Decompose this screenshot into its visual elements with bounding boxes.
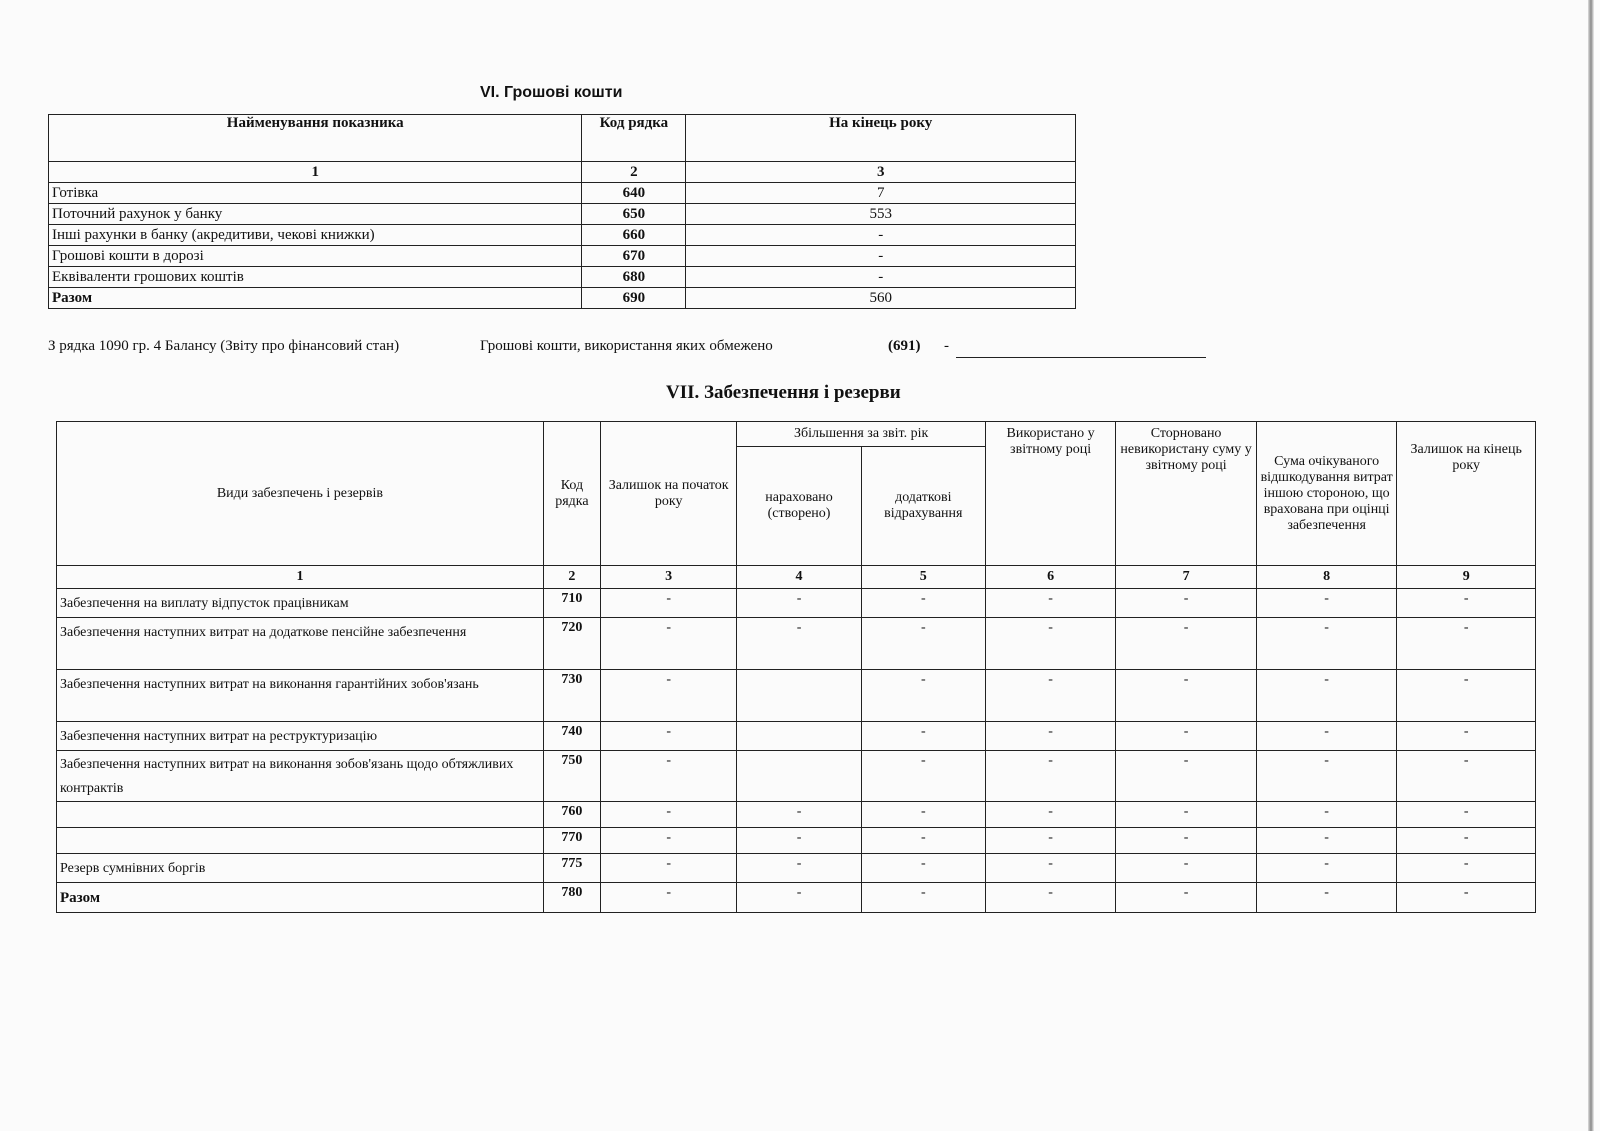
colnum: 1	[57, 566, 544, 589]
colnum: 3	[600, 566, 736, 589]
section7-title: VII. Забезпечення і резерви	[666, 382, 901, 403]
colnum: 8	[1256, 566, 1397, 589]
cell: -	[1397, 722, 1536, 751]
cell: -	[1256, 618, 1397, 670]
row-name: Забезпечення на виплату відпусток працівникам	[57, 589, 544, 618]
row-code: 770	[543, 828, 600, 854]
cell: -	[1397, 751, 1536, 802]
cell: -	[861, 722, 985, 751]
header-start: Залишок на початок року	[600, 422, 736, 566]
cell: -	[861, 751, 985, 802]
cell: -	[1397, 854, 1536, 883]
table-row	[57, 751, 1536, 802]
row-name: Грошові кошти в дорозі	[49, 246, 582, 267]
cell: -	[985, 828, 1115, 854]
row-code: 720	[543, 618, 600, 670]
underline	[956, 357, 1206, 358]
header-kinds: Види забезпечень і резервів	[57, 422, 544, 566]
cell: -	[1116, 589, 1257, 618]
header-accrued: нараховано (створено)	[737, 447, 861, 566]
cell: -	[861, 589, 985, 618]
cell	[737, 751, 861, 802]
cell: -	[737, 883, 861, 913]
header-end: На кінець року	[686, 115, 1076, 162]
cell: -	[1256, 722, 1397, 751]
header-code: Код рядка	[543, 422, 600, 566]
row-name	[57, 802, 544, 828]
header-end: Залишок на кінець року	[1397, 422, 1536, 566]
header-code: Код рядка	[582, 115, 686, 162]
cell: -	[1116, 883, 1257, 913]
cell: -	[861, 854, 985, 883]
row-code: 690	[582, 288, 686, 309]
cell: -	[1397, 589, 1536, 618]
row-name: Забезпечення наступних витрат на додаткове пенсійне забезпечення	[57, 618, 544, 670]
row-code: 670	[582, 246, 686, 267]
cell: -	[1116, 618, 1257, 670]
section6-title: VI. Грошові кошти	[480, 84, 623, 101]
cell: -	[861, 618, 985, 670]
cell	[737, 722, 861, 751]
cell: -	[1116, 802, 1257, 828]
cell: -	[600, 854, 736, 883]
cell: -	[737, 854, 861, 883]
header-name: Найменування показника	[49, 115, 582, 162]
note-value: -	[944, 338, 949, 354]
row-code: 660	[582, 225, 686, 246]
cell: -	[1116, 751, 1257, 802]
cell: -	[861, 670, 985, 722]
row-name: Резерв сумнівних боргів	[57, 854, 544, 883]
row-code: 775	[543, 854, 600, 883]
cell: -	[985, 751, 1115, 802]
cell: -	[861, 802, 985, 828]
row-name: Разом	[49, 288, 582, 309]
cell: -	[1256, 589, 1397, 618]
table-row	[57, 802, 1536, 828]
row-value: 560	[686, 288, 1076, 309]
table-row	[49, 225, 1076, 246]
cell: -	[1116, 670, 1257, 722]
row-name: Забезпечення наступних витрат на виконання зобов'язань щодо обтяжливих контрактів	[57, 751, 544, 802]
header-increase: Збільшення за звіт. рік	[737, 422, 986, 447]
colnum: 2	[543, 566, 600, 589]
colnum: 1	[49, 162, 582, 183]
cell: -	[861, 828, 985, 854]
cell: -	[737, 828, 861, 854]
cell: -	[737, 618, 861, 670]
note-mid: Грошові кошти, використання яких обмежено	[480, 338, 773, 354]
row-code: 730	[543, 670, 600, 722]
table-row	[57, 670, 1536, 722]
table-row	[57, 589, 1536, 618]
cell: -	[985, 722, 1115, 751]
colnum: 9	[1397, 566, 1536, 589]
row-code: 740	[543, 722, 600, 751]
row-value: 7	[686, 183, 1076, 204]
header-used: Використано у звітному році	[985, 422, 1115, 566]
cell: -	[1256, 751, 1397, 802]
row-code: 760	[543, 802, 600, 828]
cell: -	[1116, 854, 1257, 883]
cell: -	[737, 802, 861, 828]
note-left: З рядка 1090 гр. 4 Балансу (Звіту про фінансовий стан)	[48, 338, 400, 354]
header-additional: додаткові відрахування	[861, 447, 985, 566]
colnum: 7	[1116, 566, 1257, 589]
cash-table	[48, 114, 1076, 309]
colnum: 3	[686, 162, 1076, 183]
cell: -	[737, 589, 861, 618]
cell: -	[600, 828, 736, 854]
colnum: 5	[861, 566, 985, 589]
row-code: 780	[543, 883, 600, 913]
cell: -	[1397, 618, 1536, 670]
row-code: 710	[543, 589, 600, 618]
colnum: 6	[985, 566, 1115, 589]
note-code: (691)	[888, 338, 921, 354]
cell	[737, 670, 861, 722]
table-row	[57, 828, 1536, 854]
page-edge	[1588, 0, 1594, 1131]
cell: -	[985, 802, 1115, 828]
cell: -	[985, 618, 1115, 670]
cell: -	[1256, 828, 1397, 854]
cell: -	[600, 802, 736, 828]
cash-header-row	[49, 115, 1076, 162]
total-row	[49, 288, 1076, 309]
row-name: Забезпечення наступних витрат на реструктуризацію	[57, 722, 544, 751]
cell: -	[985, 589, 1115, 618]
table-row	[49, 246, 1076, 267]
table-row	[57, 854, 1536, 883]
table-row	[57, 618, 1536, 670]
row-code: 680	[582, 267, 686, 288]
cell: -	[1256, 670, 1397, 722]
header-reversed: Сторновано невикористану суму у звітному році	[1116, 422, 1257, 566]
header-expected: Сума очікуваного відшкодування витрат іншою стороною, що врахована при оцінці забезпечення	[1256, 422, 1397, 566]
row-code: 750	[543, 751, 600, 802]
cell: -	[1256, 802, 1397, 828]
cell: -	[861, 883, 985, 913]
row-name: Забезпечення наступних витрат на виконання гарантійних зобов'язань	[57, 670, 544, 722]
cell: -	[1116, 828, 1257, 854]
row-name	[57, 828, 544, 854]
cell: -	[985, 854, 1115, 883]
colnum: 4	[737, 566, 861, 589]
colnum: 2	[582, 162, 686, 183]
table-row	[49, 267, 1076, 288]
cell: -	[1256, 883, 1397, 913]
cell: -	[1397, 802, 1536, 828]
provisions-table	[56, 421, 1536, 913]
row-value: -	[686, 225, 1076, 246]
provisions-header-row	[57, 422, 1536, 447]
row-name: Поточний рахунок у банку	[49, 204, 582, 225]
row-value: -	[686, 246, 1076, 267]
table-row	[49, 204, 1076, 225]
row-name: Еквіваленти грошових коштів	[49, 267, 582, 288]
cell: -	[600, 670, 736, 722]
cell: -	[600, 751, 736, 802]
row-value: -	[686, 267, 1076, 288]
cash-colnum-row	[49, 162, 1076, 183]
cell: -	[1116, 722, 1257, 751]
cell: -	[985, 670, 1115, 722]
row-name: Інші рахунки в банку (акредитиви, чекові книжки)	[49, 225, 582, 246]
row-code: 650	[582, 204, 686, 225]
total-row	[57, 883, 1536, 913]
cell: -	[985, 883, 1115, 913]
row-name: Разом	[57, 883, 544, 913]
cell: -	[1256, 854, 1397, 883]
row-value: 553	[686, 204, 1076, 225]
cell: -	[600, 589, 736, 618]
row-code: 640	[582, 183, 686, 204]
cell: -	[1397, 828, 1536, 854]
cell: -	[600, 722, 736, 751]
cell: -	[600, 618, 736, 670]
cell: -	[600, 883, 736, 913]
cell: -	[1397, 883, 1536, 913]
cell: -	[1397, 670, 1536, 722]
provisions-colnum-row	[57, 566, 1536, 589]
table-row	[49, 183, 1076, 204]
row-name: Готівка	[49, 183, 582, 204]
table-row	[57, 722, 1536, 751]
